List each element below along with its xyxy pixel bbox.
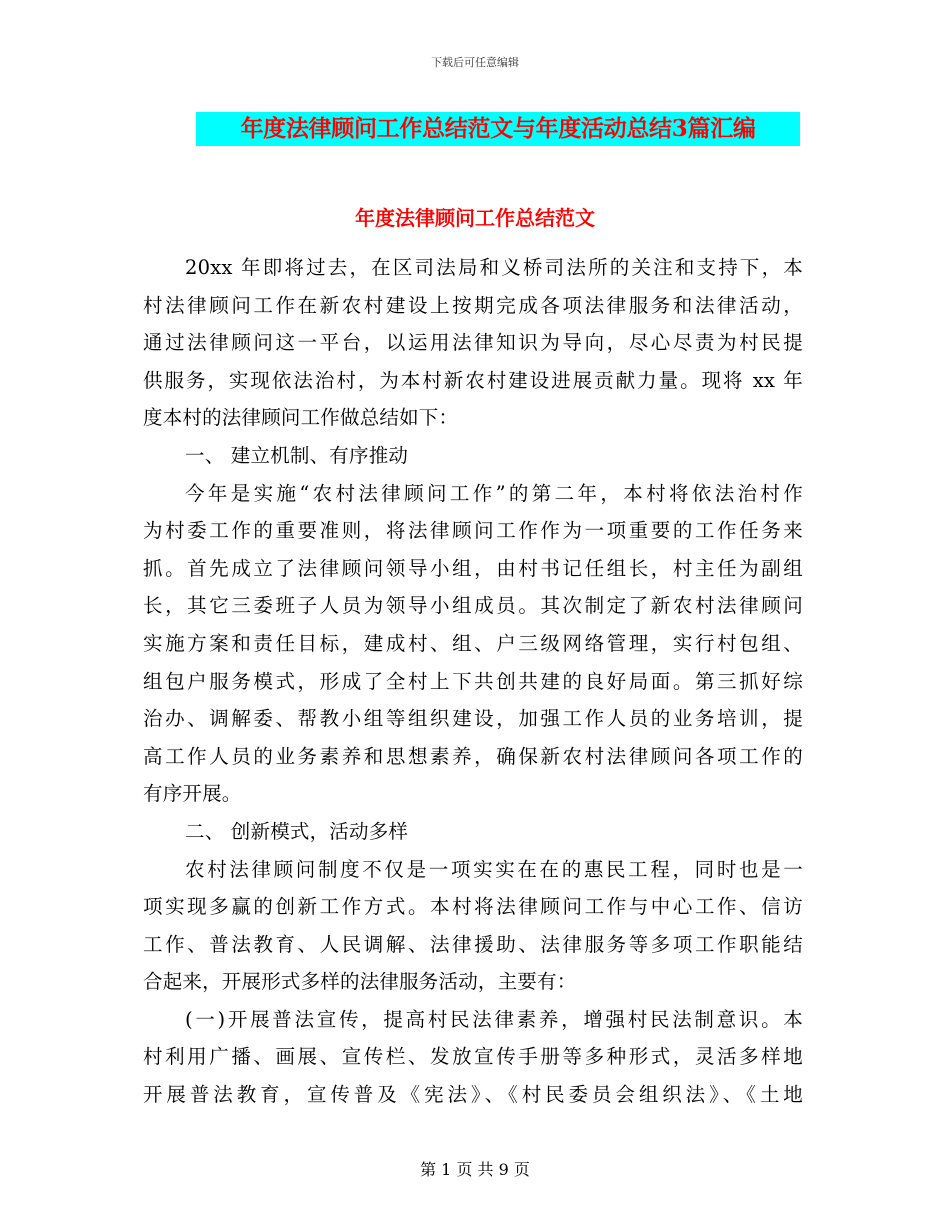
document-title: 年度法律顾问工作总结范文与年度活动总结3篇汇编 bbox=[240, 115, 756, 142]
paragraph-line: 长，其它三委班子人员为领导小组成员。其次制定了新农村法律顾问 bbox=[143, 594, 803, 618]
paragraph-line: 村法律顾问工作在新农村建设上按期完成各项法律服务和法律活动， bbox=[143, 293, 803, 317]
document-body bbox=[143, 249, 803, 1114]
page-number: 第 1 页 共 9 页 bbox=[420, 1160, 530, 1179]
heading-line: 二、 创新模式，活动多样 bbox=[185, 819, 409, 843]
paragraph-line: 合起来，开展形式多样的法律服务活动，主要有： bbox=[143, 970, 577, 994]
paragraph-line: 组包户服务模式，形成了全村上下共创共建的良好局面。第三抓好综 bbox=[143, 669, 803, 693]
paragraph-line: 为村委工作的重要准则，将法律顾问工作作为一项重要的工作任务来 bbox=[143, 519, 803, 543]
paragraph-line: 村利用广播、画展、宣传栏、发放宣传手册等多种形式，灵活多样地 bbox=[143, 1045, 803, 1069]
paragraph-line: 通过法律顾问这一平台，以运用法律知识为导向，尽心尽责为村民提 bbox=[143, 331, 803, 355]
paragraph-line: 今年是实施“农村法律顾问工作”的第二年，本村将依法治村作 bbox=[185, 481, 803, 505]
paragraph-line: 供服务，实现依法治村，为本村新农村建设进展贡献力量。现将 xx 年 bbox=[143, 368, 803, 392]
paragraph-line: 20xx 年即将过去，在区司法局和义桥司法所的关注和支持下，本 bbox=[185, 256, 803, 279]
paragraph-line: 工作、普法教育、人民调解、法律援助、法律服务等多项工作职能结 bbox=[143, 932, 803, 956]
heading-line: 一、 建立机制、有序推动 bbox=[185, 443, 409, 467]
section-title: 年度法律顾问工作总结范文 bbox=[355, 206, 595, 230]
paragraph-line: 农村法律顾问制度不仅是一项实实在在的惠民工程，同时也是一 bbox=[185, 857, 803, 881]
paragraph-line: 高工作人员的业务素养和思想素养，确保新农村法律顾问各项工作的 bbox=[143, 744, 803, 768]
page-header-note: 下载后可任意编辑 bbox=[431, 56, 519, 69]
paragraph-line: 实施方案和责任目标，建成村、组、户三级网络管理，实行村包组、 bbox=[143, 631, 803, 655]
paragraph-line: 抓。首先成立了法律顾问领导小组，由村书记任组长，村主任为副组 bbox=[143, 556, 803, 580]
paragraph-line: 治办、调解委、帮教小组等组织建设，加强工作人员的业务培训，提 bbox=[143, 707, 803, 731]
paragraph-line: 有序开展。 bbox=[143, 782, 242, 806]
paragraph-line: 开展普法教育，宣传普及《宪法》、《村民委员会组织法》、《土地 bbox=[143, 1083, 803, 1107]
paragraph-line: 项实现多赢的创新工作方式。本村将法律顾问工作与中心工作、信访 bbox=[143, 895, 803, 919]
paragraph-line: 度本村的法律顾问工作做总结如下： bbox=[143, 406, 459, 430]
paragraph-line: (一)开展普法宣传，提高村民法律素养，增强村民法制意识。本 bbox=[185, 1007, 804, 1031]
